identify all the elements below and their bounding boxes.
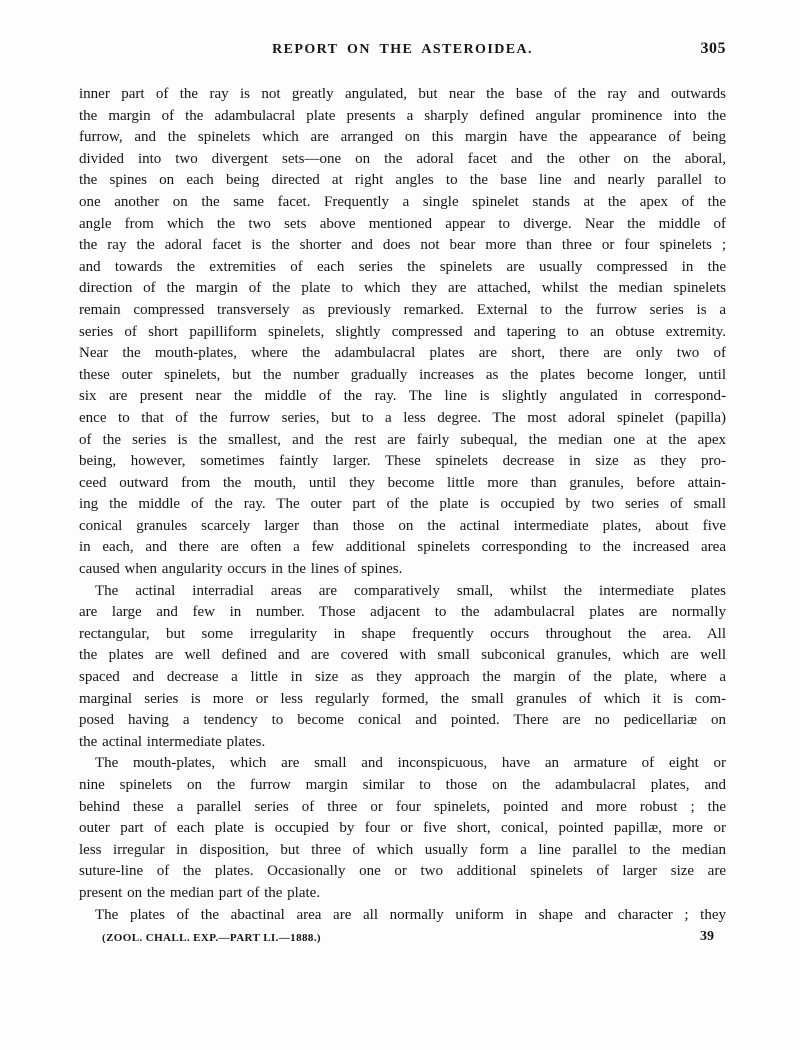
text-line: ence to that of the furrow series, but to a less degree. The most adoral spinelet (papilla) [79,409,726,426]
text-line: direction of the margin of the plate to which they are attached, whilst the median spinelets [79,280,726,297]
text-line: outer part of each plate is occupied by four or five short, conical, pointed papillæ, more or [79,820,726,837]
text-line: The plates of the abactinal area are all normally uniform in shape and character ; they [95,906,726,923]
text-line: posed having a tendency to become conical and pointed. There are no pedicellariæ on [79,712,726,729]
text-line: ing the middle of the ray. The outer part of the plate is occupied by two series of small [79,496,726,513]
page-number: 305 [700,40,726,57]
text-line: the actinal intermediate plates. [79,733,266,750]
running-title: REPORT ON THE ASTEROIDEA. [272,42,533,57]
text-line: one another on the same facet. Frequently a single spinelet stands at the apex of the [79,193,726,210]
text-line: the ray the adoral facet is the shorter and does not bear more than three or four spinelets ; [79,237,726,254]
text-line: and towards the extremities of each series the spinelets are usually compressed in the [79,258,726,275]
text-line: are large and few in number. Those adjacent to the adambulacral plates are normally [79,604,726,621]
text-line: angle from which the two sets above mentioned appear to diverge. Near the middle of [79,215,726,232]
text-line: inner part of the ray is not greatly angulated, but near the base of the ray and outwards [79,86,726,102]
text-line: marginal series is more or less regularly formed, the small granules of which it is com- [79,690,726,707]
text-line: less irregular in disposition, but three of which usually form a line parallel to the median [79,841,726,858]
text-line: being, however, sometimes faintly larger. These spinelets decrease in size as they pro- [79,453,726,470]
text-line: suture-line of the plates. Occasionally one or two additional spinelets of larger size are [79,863,726,880]
text-line: divided into two divergent sets—one on the adoral facet and the other on the aboral, [79,150,726,167]
text-line: present on the median part of the plate. [79,884,321,901]
text-line: conical granules scarcely larger than those on the actinal intermediate plates, about five [79,517,726,534]
signature-number: 39 [700,929,714,944]
text-line: series of short papilliform spinelets, slightly compressed and tapering to an obtuse extremity. [79,323,726,340]
text-line: The actinal interradial areas are comparatively small, whilst the intermediate plates [95,582,726,599]
page-header [79,42,726,64]
text-line: the spines on each being directed at right angles to the base line and nearly parallel to [79,172,726,189]
text-line: caused when angularity occurs in the lines of spines. [79,561,403,578]
text-line: Near the mouth-plates, where the adambulacral plates are short, there are only two of [79,345,726,362]
text-line: nine spinelets on the furrow margin similar to those on the adambulacral plates, and [79,777,726,793]
text-line: of the series is the smallest, and the rest are fairly subequal, the median one at the apex [79,431,726,448]
text-line: remain compressed transversely as previously remarked. External to the furrow series is a [79,301,726,318]
text-line: ceed outward from the mouth, until they become little more than granules, before attain- [79,474,726,491]
text-line: furrow, and the spinelets which are arranged on this margin have the appearance of being [79,129,726,146]
text-line: these outer spinelets, but the number gradually increases as the plates become longer, until [79,366,726,383]
text-line: rectangular, but some irregularity in shape frequently occurs throughout the area. All [79,625,726,642]
text-line: spaced and decrease a little in size as they approach the margin of the plate, where a [79,669,726,686]
text-line: six are present near the middle of the ray. The line is slightly angulated in correspond- [79,388,726,405]
text-line: The mouth-plates, which are small and inconspicuous, have an armature of eight or [95,755,726,772]
page-footer [79,929,726,949]
text-line: the margin of the adambulacral plate presents a sharply defined angular prominence into the [79,107,726,124]
imprint-line: (ZOOL. CHALL. EXP.—PART LI.—1888.) [102,932,321,944]
text-line: in each, and there are often a few additional spinelets corresponding to the increased area [79,539,726,556]
text-line: behind these a parallel series of three or four spinelets, pointed and more robust ; the [79,798,726,815]
page-body [79,84,726,926]
text-line: the plates are well defined and are covered with small subconical granules, which are well [79,647,726,664]
